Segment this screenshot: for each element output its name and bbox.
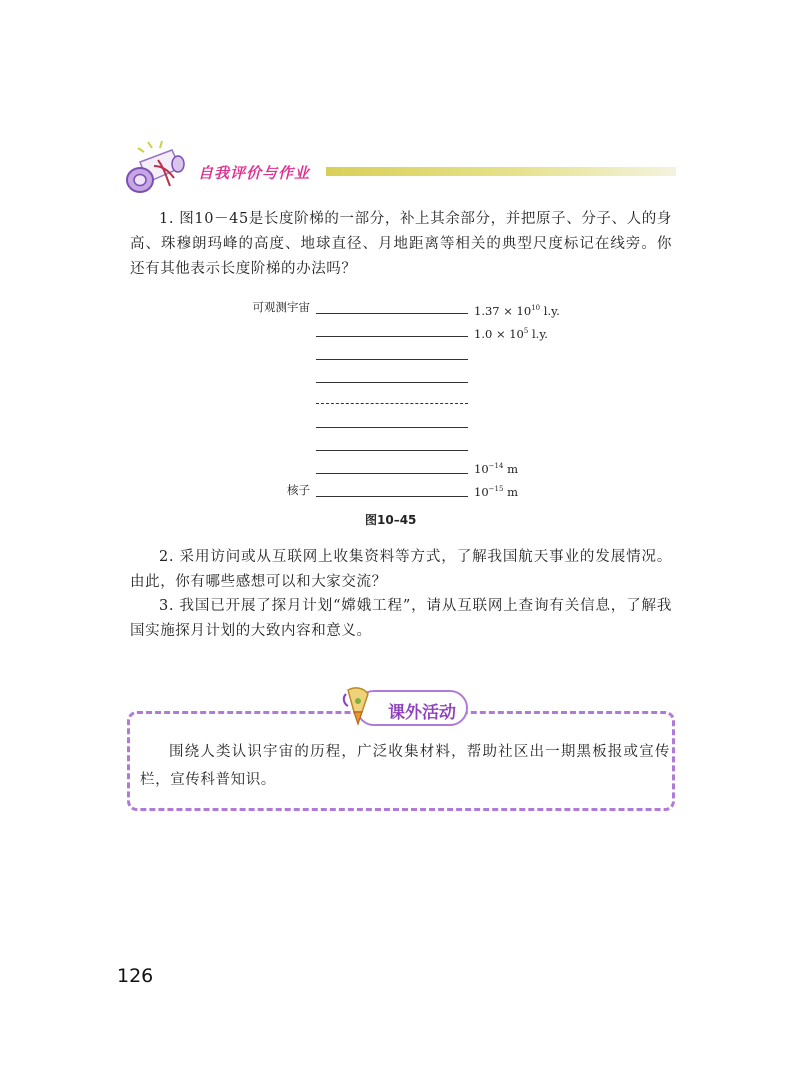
ladder-value-bottom: $10^{-15}$ m (474, 485, 518, 499)
section-divider-bar (326, 167, 676, 176)
ladder-rung (316, 382, 468, 383)
ladder-rung (316, 473, 468, 474)
ladder-rung (316, 313, 468, 314)
ladder-value-top: $1.37 \times 10^{10}$ l.y. (474, 304, 560, 318)
question-2: 2. 采用访问或从互联网上收集资料等方式，了解我国航天事业的发展情况。由此，你有哪些感想可以和大家交流？ (130, 549, 672, 590)
ladder-rung-dashed (316, 403, 468, 404)
pen-nib-icon (338, 684, 378, 728)
section-header (118, 140, 678, 200)
activity-title: 课外活动 (388, 703, 456, 723)
ladder-rung (316, 359, 468, 360)
question-3: 3. 我国已开展了探月计划“嫦娥工程”，请从互联网上查询有关信息，了解我国实施探月计划的大致内容和意义。 (130, 598, 672, 639)
ladder-bottom-label: 核子 (287, 483, 310, 497)
activity-tag (338, 690, 470, 730)
activity-text: 围绕人类认识宇宙的历程，广泛收集材料，帮助社区出一期黑板报或宣传栏，宣传科普知识。 (140, 744, 670, 788)
ladder-rung (316, 427, 468, 428)
ladder-rung (316, 336, 468, 337)
ladder-value-second: $1.0 \times 10^5$ l.y. (474, 327, 548, 341)
ladder-value-eighth: $10^{-14}$ m (474, 462, 518, 476)
question-1: 1. 图10－45是长度阶梯的一部分，补上其余部分，并把原子、分子、人的身高、珠穆朗玛峰的高度、地球直径、月地距离等相关的典型尺度标记在线旁。你还有其他表示长度阶梯的办法吗？ (130, 211, 672, 277)
ladder-rung (316, 450, 468, 451)
page-number: 126 (117, 965, 154, 987)
scroll-icon (118, 140, 198, 200)
ladder-top-label: 可观测宇宙 (252, 300, 310, 314)
length-ladder-figure (240, 292, 570, 512)
ladder-rung (316, 496, 468, 497)
figure-caption: 图10–45 (365, 513, 417, 527)
section-title: 自我评价与作业 (198, 164, 311, 182)
